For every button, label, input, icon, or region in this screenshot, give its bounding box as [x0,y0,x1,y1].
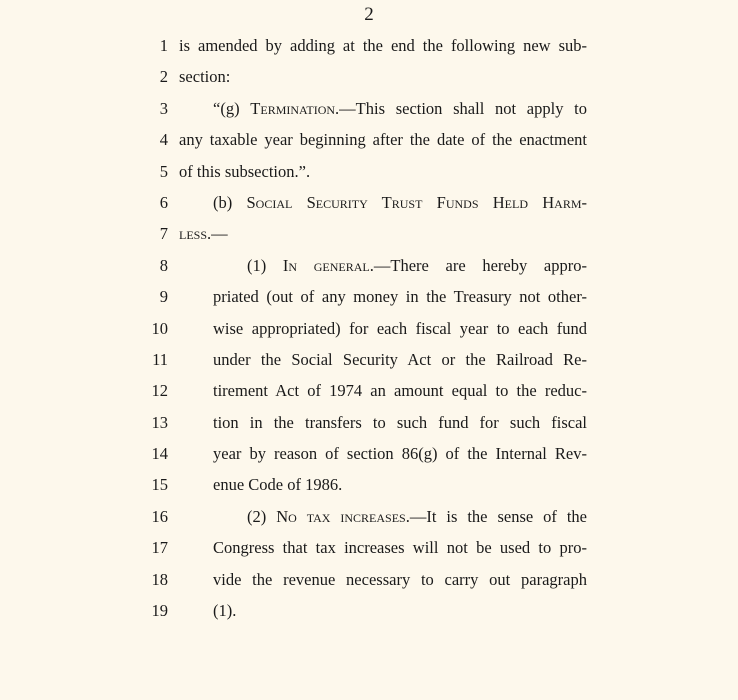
line-text [179,30,587,61]
small-caps-heading: In general [282,255,370,275]
line-number: 8 [159,255,168,275]
line-number: 2 [159,67,168,87]
text-segment: Congress that tax increases will not be used to pro- [213,538,587,558]
bill-line [0,407,738,438]
line-text [179,61,587,92]
bill-line [0,564,738,595]
line-number: 18 [151,569,168,589]
line-text [213,407,587,438]
bill-line [0,93,738,124]
line-text [213,595,587,626]
line-number: 5 [159,161,168,181]
line-text [213,344,587,375]
text-segment: tirement Act of 1974 an amount equal to the reduc- [213,381,587,401]
page-number: 2 [364,4,374,25]
text-segment: vide the revenue necessary to carry out paragraph [213,569,587,589]
line-number: 13 [151,412,168,432]
line-text [213,438,587,469]
text-segment: .— [207,224,228,244]
bill-line [0,532,738,563]
line-number: 9 [159,287,168,307]
bill-line [0,501,738,532]
line-number: 16 [151,506,168,526]
small-caps-heading: Termination [250,98,336,118]
bill-line [0,469,738,500]
text-segment: wise appropriated) for each fiscal year to each fund [213,318,587,338]
line-number: 10 [151,318,168,338]
bill-line [0,124,738,155]
line-text [213,187,587,218]
line-text [213,564,587,595]
text-segment: .—This section shall not apply to [335,98,587,118]
line-number: 15 [151,475,168,495]
text-segment: of this subsection.”. [179,161,311,181]
line-text [213,469,587,500]
bill-line [0,218,738,249]
line-number: 19 [151,601,168,621]
line-text [179,124,587,155]
text-segment: .—There are hereby appro- [369,255,587,275]
line-number: 12 [151,381,168,401]
bill-line [0,30,738,61]
line-text [179,218,587,249]
text-segment: .—It is the sense of the [405,506,587,526]
bill-line [0,595,738,626]
text-segment: under the Social Security Act or the Railroad Re- [213,349,587,369]
bill-line [0,438,738,469]
line-text [179,156,587,187]
bill-line [0,375,738,406]
bill-line [0,187,738,218]
small-caps-heading: No tax increases [276,506,406,526]
text-segment: priated (out of any money in the Treasury not other- [213,287,587,307]
text-segment: is amended by adding at the end the following new sub- [179,36,587,55]
text-segment: tion in the transfers to such fund for such fiscal [213,412,587,432]
text-segment: year by reason of section 86(g) of the Internal Rev- [213,444,587,464]
bill-line [0,156,738,187]
line-text [213,313,587,344]
text-segment: enue Code of 1986. [213,475,343,495]
line-number: 6 [159,192,168,212]
line-number: 14 [151,444,168,464]
bill-line [0,281,738,312]
line-number: 4 [159,130,168,150]
text-segment: - [581,192,587,212]
line-number: 11 [152,349,168,369]
text-segment: (b) [213,192,247,212]
line-text [213,375,587,406]
small-caps-heading: less [179,224,208,244]
bill-text [0,30,738,626]
bill-line [0,313,738,344]
text-segment: “(g) [213,98,251,118]
bill-line [0,250,738,281]
bill-line [0,61,738,92]
text-segment: (2) [247,506,277,526]
bill-line [0,344,738,375]
text-segment: (1) [247,255,283,275]
line-text [213,281,587,312]
line-number: 17 [151,538,168,558]
text-segment: section: [179,67,231,87]
line-text [247,501,587,532]
text-segment: any taxable year beginning after the date of the enactment [179,130,587,150]
line-text [247,250,587,281]
text-segment: (1). [213,601,237,621]
line-number: 7 [159,224,168,244]
line-number: 1 [159,36,168,55]
line-number: 3 [159,98,168,118]
small-caps-heading: Social Security Trust Funds Held Harm [246,192,582,212]
line-text [213,532,587,563]
line-text [213,93,587,124]
